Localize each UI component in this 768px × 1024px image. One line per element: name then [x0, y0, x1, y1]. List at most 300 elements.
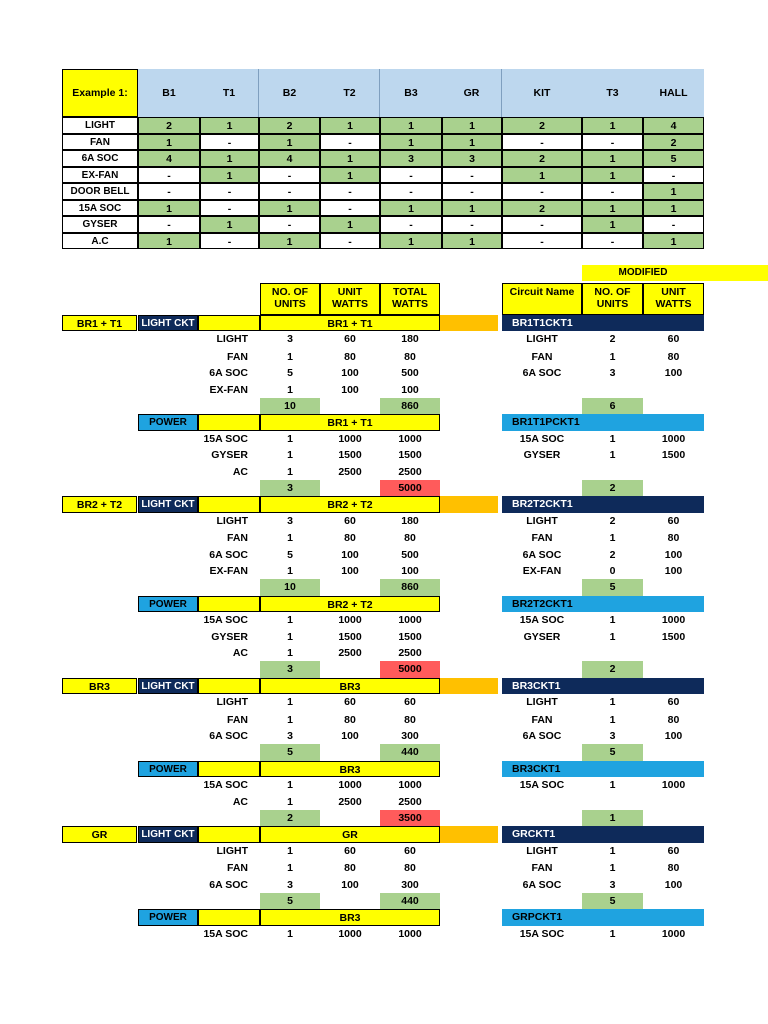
item-units: 3 — [287, 333, 293, 346]
item-unit-watts: 2500 — [338, 647, 362, 659]
room-label: BR1 + T1 — [62, 315, 137, 331]
row-label: A.C — [62, 233, 138, 250]
modified-unit-watts-header: UNIT WATTS — [643, 283, 704, 315]
modified-total-units: 2 — [582, 661, 643, 677]
item-total-watts: 80 — [404, 350, 416, 363]
modified-item-unit-watts: 100 — [664, 565, 683, 577]
table-cell: 1 — [643, 200, 704, 217]
item-units: 1 — [287, 862, 293, 875]
item-unit-watts: 100 — [341, 730, 359, 742]
item-total-watts: 300 — [401, 878, 419, 891]
circuit-name: BR1T1PCKT1 — [502, 414, 704, 430]
modified-item-unit-watts: 60 — [667, 844, 680, 857]
table-cell: - — [320, 233, 380, 250]
table-cell: 4 — [259, 150, 320, 167]
item-total-watts: 60 — [404, 844, 416, 857]
item-total-watts: 80 — [404, 862, 416, 875]
table-cell: 1 — [380, 134, 442, 151]
item-total-watts: 500 — [401, 367, 419, 380]
table-cell: - — [138, 167, 200, 184]
modified-item-unit-watts: 100 — [664, 730, 683, 742]
item-name: 6A SOC — [209, 548, 248, 561]
band-fill — [198, 315, 260, 331]
table-cell: - — [320, 183, 380, 200]
item-units: 1 — [287, 614, 293, 627]
column-header-t2: T2 — [320, 69, 380, 117]
item-unit-watts: 100 — [341, 548, 359, 561]
modified-item-name: EX-FAN — [522, 565, 562, 577]
table-cell: 1 — [200, 117, 259, 134]
room-band: GR — [260, 826, 440, 842]
table-cell: 1 — [320, 216, 380, 233]
table-cell: 2 — [502, 150, 582, 167]
connector-bar — [440, 315, 498, 331]
item-name: 15A SOC — [203, 432, 248, 445]
total-units: 10 — [260, 579, 320, 595]
item-units: 1 — [287, 779, 293, 792]
table-cell: 1 — [380, 233, 442, 250]
total-watts: 5000 — [380, 661, 440, 677]
item-total-watts: 1000 — [398, 927, 422, 940]
item-units: 1 — [287, 350, 293, 363]
modified-item-unit-watts: 80 — [667, 862, 680, 875]
table-cell: - — [259, 216, 320, 233]
circuit-name: BR2T2CKT1 — [502, 596, 704, 612]
item-name: FAN — [227, 532, 248, 545]
table-cell: 1 — [259, 200, 320, 217]
modified-item-name: FAN — [531, 532, 553, 545]
modified-header-ext — [704, 265, 768, 281]
modified-item-unit-watts: 1000 — [661, 779, 686, 792]
modified-no-of-units-header: NO. OF UNITS — [582, 283, 643, 315]
no-of-units-header: NO. OF UNITS — [260, 283, 320, 315]
modified-item-unit-watts: 1000 — [661, 614, 686, 627]
table-cell: 4 — [643, 117, 704, 134]
total-units: 3 — [260, 661, 320, 677]
modified-item-units: 1 — [609, 779, 616, 792]
item-total-watts: 2500 — [398, 465, 422, 478]
row-label: 15A SOC — [62, 200, 138, 217]
modified-item-unit-watts: 100 — [664, 367, 683, 380]
item-name: FAN — [227, 713, 248, 726]
item-unit-watts: 1000 — [338, 432, 362, 445]
table-cell: 1 — [138, 233, 200, 250]
table-cell: - — [380, 183, 442, 200]
item-units: 1 — [287, 432, 293, 445]
modified-item-units: 1 — [609, 713, 616, 726]
total-watts: 860 — [380, 398, 440, 414]
room-label-empty — [62, 909, 137, 925]
room-band: BR3 — [260, 909, 440, 925]
total-watts: 860 — [380, 579, 440, 595]
modified-total-units: 1 — [582, 810, 643, 826]
table-cell: - — [502, 233, 582, 250]
item-units: 1 — [287, 532, 293, 545]
item-units: 1 — [287, 647, 293, 659]
table-cell: 1 — [138, 134, 200, 151]
modified-item-unit-watts: 1000 — [661, 432, 686, 445]
item-name: GYSER — [211, 449, 248, 462]
modified-item-name: GYSER — [523, 630, 561, 643]
item-units: 5 — [287, 367, 293, 380]
connector-bar — [440, 678, 498, 694]
table-cell: - — [200, 233, 259, 250]
item-name: 6A SOC — [209, 367, 248, 380]
room-label: BR2 + T2 — [62, 496, 137, 512]
modified-item-name: FAN — [531, 862, 553, 875]
item-units: 1 — [287, 465, 293, 478]
item-total-watts: 1000 — [398, 432, 422, 445]
modified-total-units: 5 — [582, 744, 643, 760]
row-label: EX-FAN — [62, 167, 138, 184]
modified-item-name: 15A SOC — [519, 432, 565, 445]
modified-item-name: FAN — [531, 350, 553, 363]
modified-item-unit-watts: 100 — [664, 548, 683, 561]
modified-total-units: 5 — [582, 579, 643, 595]
item-units: 1 — [287, 696, 293, 709]
item-name: LIGHT — [216, 844, 248, 857]
modified-total-units: 2 — [582, 480, 643, 496]
item-unit-watts: 100 — [341, 383, 359, 396]
modified-item-name: 6A SOC — [522, 730, 562, 742]
table-cell: - — [380, 167, 442, 184]
circuit-type-label: POWER — [138, 596, 198, 612]
table-cell: - — [380, 216, 442, 233]
table-cell: 4 — [138, 150, 200, 167]
column-header-gr: GR — [442, 69, 502, 117]
item-unit-watts: 1500 — [338, 449, 362, 462]
modified-item-name: GYSER — [523, 449, 561, 462]
item-unit-watts: 1000 — [338, 927, 362, 940]
circuit-name: BR3CKT1 — [502, 761, 704, 777]
table-cell: - — [320, 200, 380, 217]
table-cell: 1 — [582, 167, 643, 184]
item-total-watts: 500 — [401, 548, 419, 561]
modified-item-units: 1 — [609, 927, 616, 940]
item-total-watts: 180 — [401, 333, 419, 346]
room-band: BR1 + T1 — [260, 315, 440, 331]
item-total-watts: 60 — [404, 696, 416, 709]
item-total-watts: 1000 — [398, 779, 422, 792]
item-units: 1 — [287, 630, 293, 643]
circuit-name: BR2T2CKT1 — [502, 496, 704, 512]
table-cell: - — [643, 167, 704, 184]
modified-item-units: 0 — [609, 565, 616, 577]
row-label: DOOR BELL — [62, 183, 138, 200]
item-unit-watts: 100 — [341, 565, 359, 577]
item-name: AC — [232, 795, 248, 808]
table-cell: - — [138, 183, 200, 200]
band-fill — [198, 761, 260, 777]
modified-item-units: 2 — [609, 548, 616, 561]
item-name: EX-FAN — [209, 565, 248, 577]
modified-item-name: 15A SOC — [519, 927, 565, 940]
room-band: BR2 + T2 — [260, 496, 440, 512]
table-cell: 1 — [643, 183, 704, 200]
item-name: LIGHT — [216, 696, 248, 709]
modified-item-name: LIGHT — [526, 844, 558, 857]
table-cell: - — [582, 233, 643, 250]
room-band: BR3 — [260, 761, 440, 777]
table-cell: - — [259, 183, 320, 200]
modified-item-unit-watts: 80 — [667, 350, 680, 363]
table-cell: - — [200, 200, 259, 217]
total-units: 10 — [260, 398, 320, 414]
table-cell: - — [442, 216, 502, 233]
modified-item-units: 3 — [609, 878, 616, 891]
modified-item-units: 1 — [609, 862, 616, 875]
modified-item-name: LIGHT — [526, 333, 558, 346]
modified-item-name: LIGHT — [526, 696, 558, 709]
item-total-watts: 100 — [401, 565, 419, 577]
table-cell: 1 — [582, 200, 643, 217]
modified-total-units: 6 — [582, 398, 643, 414]
table-cell: - — [502, 183, 582, 200]
table-cell: - — [442, 167, 502, 184]
circuit-type-label: POWER — [138, 761, 198, 777]
item-total-watts: 1000 — [398, 614, 422, 627]
item-total-watts: 1500 — [398, 630, 422, 643]
item-unit-watts: 2500 — [338, 795, 362, 808]
table-cell: 1 — [138, 200, 200, 217]
room-label: GR — [62, 826, 137, 842]
item-name: LIGHT — [216, 514, 248, 527]
modified-item-unit-watts: 1000 — [661, 927, 686, 940]
modified-item-unit-watts: 1500 — [661, 449, 686, 462]
row-label: 6A SOC — [62, 150, 138, 167]
modified-item-name: 15A SOC — [519, 779, 565, 792]
item-name: FAN — [227, 350, 248, 363]
item-total-watts: 1500 — [398, 449, 422, 462]
table-cell: - — [643, 216, 704, 233]
circuit-name: BR3CKT1 — [502, 678, 704, 694]
table-cell: - — [442, 183, 502, 200]
column-header-t1: T1 — [200, 69, 259, 117]
table-cell: 1 — [259, 233, 320, 250]
circuit-name-header: Circuit Name — [502, 283, 582, 315]
total-units: 5 — [260, 744, 320, 760]
table-cell: - — [138, 216, 200, 233]
item-name: GYSER — [211, 630, 248, 643]
modified-total-units: 5 — [582, 893, 643, 909]
modified-item-units: 1 — [609, 350, 616, 363]
item-name: 15A SOC — [203, 779, 248, 792]
item-unit-watts: 60 — [344, 696, 356, 709]
modified-item-unit-watts: 80 — [667, 713, 680, 726]
table-cell: 1 — [442, 200, 502, 217]
item-name: 15A SOC — [203, 927, 248, 940]
item-unit-watts: 80 — [344, 350, 356, 363]
item-unit-watts: 60 — [344, 514, 356, 527]
table-cell: 1 — [200, 216, 259, 233]
item-name: LIGHT — [216, 333, 248, 346]
modified-item-units: 2 — [609, 333, 616, 346]
band-fill — [198, 826, 260, 842]
table-cell: 1 — [259, 134, 320, 151]
table-cell: 1 — [442, 134, 502, 151]
modified-item-units: 2 — [609, 514, 616, 527]
item-total-watts: 80 — [404, 532, 416, 545]
item-total-watts: 300 — [401, 730, 419, 742]
circuit-type-label: POWER — [138, 909, 198, 925]
modified-item-unit-watts: 60 — [667, 514, 680, 527]
item-units: 1 — [287, 844, 293, 857]
room-band: BR3 — [260, 678, 440, 694]
table-cell: 3 — [380, 150, 442, 167]
circuit-type-label: LIGHT CKT — [138, 678, 198, 694]
item-units: 3 — [287, 878, 293, 891]
modified-item-units: 3 — [609, 367, 616, 380]
total-watts: 440 — [380, 744, 440, 760]
band-fill — [198, 909, 260, 925]
circuit-type-label: LIGHT CKT — [138, 315, 198, 331]
total-watts: 3500 — [380, 810, 440, 826]
table-cell: 1 — [320, 150, 380, 167]
column-header-b1: B1 — [138, 69, 200, 117]
table-cell: 2 — [259, 117, 320, 134]
item-unit-watts: 100 — [341, 878, 359, 891]
modified-item-units: 3 — [609, 730, 616, 742]
modified-item-units: 1 — [609, 614, 616, 627]
item-unit-watts: 100 — [341, 367, 359, 380]
column-header-kit: KIT — [502, 69, 582, 117]
band-fill — [198, 496, 260, 512]
item-name: 15A SOC — [203, 614, 248, 627]
circuit-type-label: POWER — [138, 414, 198, 430]
unit-watts-header: UNIT WATTS — [320, 283, 380, 315]
modified-item-name: FAN — [531, 713, 553, 726]
table-cell: 1 — [200, 150, 259, 167]
modified-item-units: 1 — [609, 449, 616, 462]
circuit-name: BR1T1CKT1 — [502, 315, 704, 331]
modified-header: MODIFIED — [582, 265, 704, 281]
item-name: FAN — [227, 862, 248, 875]
modified-item-name: 15A SOC — [519, 614, 565, 627]
table-cell: 1 — [380, 200, 442, 217]
item-units: 1 — [287, 713, 293, 726]
circuit-name: GRCKT1 — [502, 826, 704, 842]
modified-item-unit-watts: 1500 — [661, 630, 686, 643]
column-header-t3: T3 — [582, 69, 643, 117]
table-cell: 2 — [643, 134, 704, 151]
room-label-empty — [62, 596, 137, 612]
row-label: LIGHT — [62, 117, 138, 134]
item-unit-watts: 60 — [344, 333, 356, 346]
item-units: 1 — [287, 795, 293, 808]
row-label: GYSER — [62, 216, 138, 233]
item-units: 1 — [287, 383, 293, 396]
total-watts: 440 — [380, 893, 440, 909]
table-cell: 1 — [200, 167, 259, 184]
modified-item-units: 1 — [609, 532, 616, 545]
item-unit-watts: 2500 — [338, 465, 362, 478]
column-header-hall: HALL — [643, 69, 704, 117]
item-total-watts: 2500 — [398, 795, 422, 808]
table-cell: 3 — [442, 150, 502, 167]
item-units: 1 — [287, 449, 293, 462]
item-name: AC — [232, 647, 248, 659]
connector-bar — [440, 826, 498, 842]
item-units: 5 — [287, 548, 293, 561]
item-units: 1 — [287, 565, 293, 577]
item-total-watts: 80 — [404, 713, 416, 726]
table-cell: 2 — [502, 117, 582, 134]
modified-item-unit-watts: 60 — [667, 696, 680, 709]
item-name: 6A SOC — [209, 878, 248, 891]
table-cell: 1 — [320, 167, 380, 184]
item-unit-watts: 1000 — [338, 779, 362, 792]
item-name: 6A SOC — [209, 730, 248, 742]
table-cell: 2 — [502, 200, 582, 217]
total-watts-header: TOTAL WATTS — [380, 283, 440, 315]
item-total-watts: 2500 — [398, 647, 422, 659]
modified-item-units: 1 — [609, 432, 616, 445]
table-corner-label: Example 1: — [62, 69, 138, 117]
modified-item-name: LIGHT — [526, 514, 558, 527]
table-cell: 5 — [643, 150, 704, 167]
table-cell: 1 — [582, 117, 643, 134]
table-cell: - — [259, 167, 320, 184]
circuit-name: GRPCKT1 — [502, 909, 704, 925]
room-band: BR2 + T2 — [260, 596, 440, 612]
item-unit-watts: 80 — [344, 713, 356, 726]
item-units: 3 — [287, 514, 293, 527]
item-total-watts: 100 — [401, 383, 419, 396]
modified-item-name: 6A SOC — [522, 548, 562, 561]
modified-item-unit-watts: 80 — [667, 532, 680, 545]
table-cell: - — [200, 183, 259, 200]
table-cell: - — [582, 134, 643, 151]
table-cell: 1 — [320, 117, 380, 134]
circuit-type-label: LIGHT CKT — [138, 826, 198, 842]
item-name: AC — [232, 465, 248, 478]
circuit-type-label: LIGHT CKT — [138, 496, 198, 512]
total-watts: 5000 — [380, 480, 440, 496]
item-unit-watts: 1000 — [338, 614, 362, 627]
modified-item-unit-watts: 60 — [667, 333, 680, 346]
modified-item-name: 6A SOC — [522, 367, 562, 380]
column-header-b2: B2 — [259, 69, 320, 117]
total-units: 2 — [260, 810, 320, 826]
modified-item-units: 1 — [609, 844, 616, 857]
connector-bar — [440, 496, 498, 512]
item-unit-watts: 80 — [344, 532, 356, 545]
table-cell: - — [502, 216, 582, 233]
band-fill — [198, 596, 260, 612]
item-total-watts: 180 — [401, 514, 419, 527]
table-cell: 1 — [582, 150, 643, 167]
table-cell: 1 — [442, 117, 502, 134]
table-cell: 1 — [643, 233, 704, 250]
table-cell: - — [582, 183, 643, 200]
total-units: 5 — [260, 893, 320, 909]
room-label: BR3 — [62, 678, 137, 694]
table-cell: 1 — [442, 233, 502, 250]
item-unit-watts: 60 — [344, 844, 356, 857]
modified-item-units: 1 — [609, 630, 616, 643]
modified-item-units: 1 — [609, 696, 616, 709]
item-units: 1 — [287, 927, 293, 940]
table-cell: - — [200, 134, 259, 151]
room-band: BR1 + T1 — [260, 414, 440, 430]
total-units: 3 — [260, 480, 320, 496]
item-unit-watts: 1500 — [338, 630, 362, 643]
table-cell: - — [320, 134, 380, 151]
room-label-empty — [62, 414, 137, 430]
table-cell: 1 — [502, 167, 582, 184]
table-cell: 1 — [582, 216, 643, 233]
item-units: 3 — [287, 730, 293, 742]
